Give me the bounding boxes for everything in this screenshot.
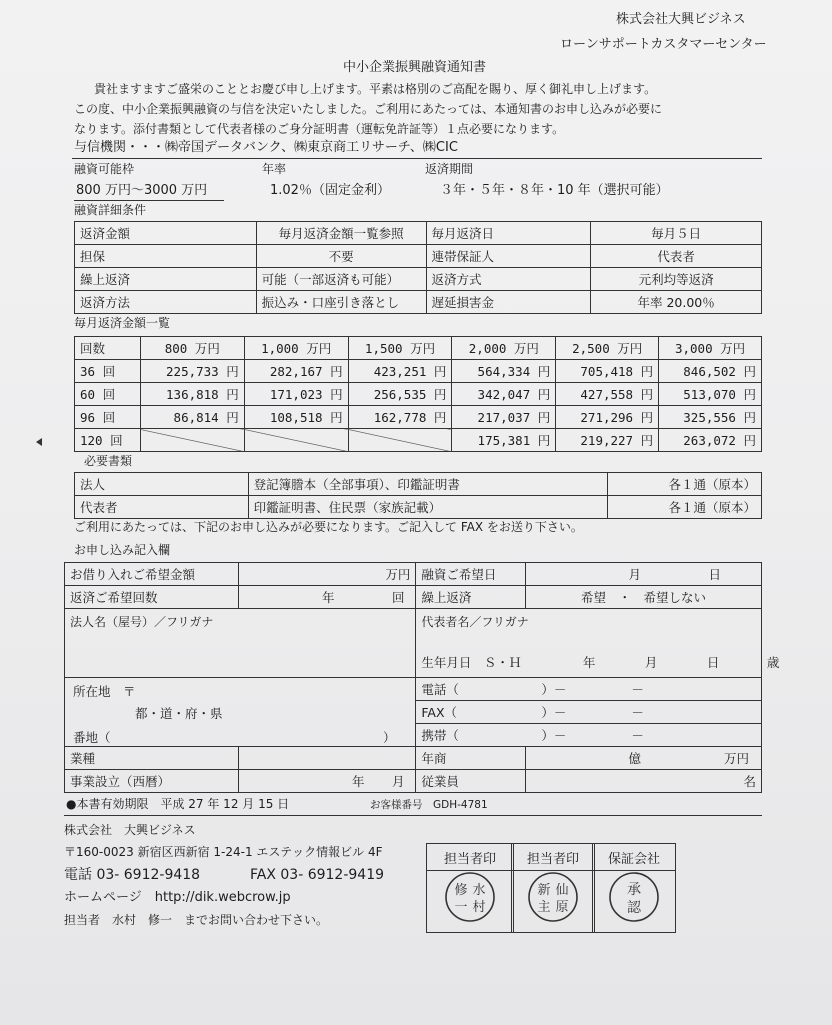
seal-char: 仙: [555, 882, 569, 898]
table-row: [75, 222, 762, 245]
documents-copies: 各１通（原本）: [608, 496, 762, 519]
payments-na-cell: [348, 429, 452, 452]
early-label: 繰上返済: [416, 586, 526, 609]
count-times: 回: [391, 590, 405, 605]
table-row: [65, 586, 762, 609]
documents-items: 印鑑証明書、住民票（家族記載）: [248, 496, 608, 519]
rate-label: 年率: [262, 162, 287, 176]
intro-line-2: この度、中小企業振興融資の与信を決定いたしました。ご利用にあたっては、本通知書のお申し込みが必要に: [74, 102, 663, 116]
seal-char: 主: [537, 899, 551, 915]
payments-amount: 225,733 円: [140, 360, 244, 383]
rate-value: 1.02％（固定金利）: [270, 183, 390, 198]
count-field[interactable]: [239, 586, 416, 609]
mobile-dash: －: [631, 728, 644, 743]
birth-month: 月: [644, 655, 658, 670]
early-options[interactable]: 希望 ・ 希望しない: [526, 586, 762, 609]
birth-year: 年: [582, 655, 596, 670]
condition-key: 返済方式: [426, 268, 591, 291]
documents-heading: 必要書類: [84, 454, 133, 468]
count-label: 返済ご希望回数: [65, 586, 239, 609]
limit-underline: [74, 200, 224, 201]
payments-amount: 564,334 円: [452, 360, 556, 383]
divider: [72, 158, 762, 159]
corp-name-field[interactable]: [65, 609, 416, 678]
divider: [64, 815, 762, 816]
count-year: 年: [321, 590, 335, 605]
payments-amount: 162,778 円: [348, 406, 452, 429]
stamp-label: 担当者印: [427, 844, 513, 871]
condition-value: 毎月５日: [591, 222, 762, 245]
seal-char: 認: [627, 899, 641, 916]
documents-table: [74, 472, 762, 519]
footer-company: 株式会社 大興ビジネス: [64, 823, 196, 837]
phone-dash: －: [631, 682, 644, 697]
payments-table: [74, 336, 762, 452]
table-row: [65, 609, 762, 678]
table-row: [75, 291, 762, 314]
payments-amount: 136,818 円: [140, 383, 244, 406]
payments-amount: 263,072 円: [659, 429, 762, 452]
payments-amount: 175,381 円: [452, 429, 556, 452]
date-field[interactable]: [526, 563, 762, 586]
payments-header-cell: 3,000 万円: [659, 337, 762, 360]
fax-dash: －: [631, 705, 644, 720]
founded-label: 事業設立（西暦）: [65, 770, 239, 793]
revenue-oku: 億: [628, 751, 642, 766]
seal-char: 村: [472, 899, 486, 915]
condition-value: 元利均等返済: [591, 268, 762, 291]
mobile-mid: ）－: [541, 728, 567, 743]
seal-char: 原: [555, 899, 569, 915]
fax-label: FAX（: [421, 705, 458, 720]
payments-amount: 219,227 円: [556, 429, 659, 452]
payments-count: 96 回: [75, 406, 141, 429]
table-row: [75, 496, 762, 519]
address-label: 所在地 〒: [73, 684, 136, 699]
payments-amount: 217,037 円: [452, 406, 556, 429]
table-row: [75, 429, 762, 452]
founded-month: 月: [391, 774, 405, 789]
footer-address: 〒160-0023 新宿区西新宿 1-24-1 エステック情報ビル 4F: [64, 845, 383, 859]
payments-amount: 423,251 円: [348, 360, 452, 383]
documents-note: ご利用にあたっては、下記のお申し込みが必要になります。ご記入して FAX をお送り下さい。: [74, 520, 583, 534]
footer-contact: 担当者 水村 修一 までお問い合わせ下さい。: [64, 913, 329, 927]
corp-name-label: 法人名（屋号）／フリガナ: [70, 615, 214, 629]
table-row: [75, 268, 762, 291]
payments-amount: 513,070 円: [659, 383, 762, 406]
condition-key: 連帯保証人: [426, 245, 591, 268]
condition-key: 毎月返済日: [426, 222, 591, 245]
approval-seal-icon: [607, 870, 661, 924]
condition-value: 可能（一部返済も可能）: [256, 268, 426, 291]
seal-char: 一: [454, 899, 468, 915]
rep-name-field[interactable]: [416, 609, 780, 678]
address-field[interactable]: [65, 678, 416, 747]
employees-label: 従業員: [416, 770, 526, 793]
mobile-label: 携帯（: [421, 728, 459, 743]
founded-field[interactable]: [239, 770, 416, 793]
term-label: 返済期間: [425, 162, 474, 176]
documents-items: 登記簿謄本（全部事項）、印鑑証明書: [248, 473, 608, 496]
payments-count: 60 回: [75, 383, 141, 406]
payments-header-cell: 2,000 万円: [452, 337, 556, 360]
term-value: ３年・５年・８年・10 年（選択可能）: [440, 183, 669, 198]
table-row: [75, 383, 762, 406]
rep-name-label: 代表者名／フリガナ: [421, 615, 529, 629]
date-month: 月: [628, 567, 642, 582]
condition-value: 振込み・口座引き落とし: [256, 291, 426, 314]
condition-value: 代表者: [591, 245, 762, 268]
revenue-field[interactable]: [526, 747, 762, 770]
birth-day: 日: [706, 655, 720, 670]
document-title: 中小企業振興融資通知書: [343, 60, 487, 75]
payments-amount: 171,023 円: [244, 383, 348, 406]
documents-party: 法人: [75, 473, 249, 496]
application-form: [64, 562, 780, 793]
date-day: 日: [708, 567, 722, 582]
founded-year: 年: [351, 774, 365, 789]
payments-amount: 256,535 円: [348, 383, 452, 406]
credit-agencies: 与信機関・・・㈱帝国データバンク、㈱東京商工リサーチ、㈱CIC: [74, 140, 458, 155]
application-heading: お申し込み記入欄: [74, 543, 171, 557]
lot-close: ）: [383, 730, 396, 745]
payments-header-cell: 1,000 万円: [244, 337, 348, 360]
amount-unit: 万円: [385, 567, 411, 582]
payments-amount: 342,047 円: [452, 383, 556, 406]
payments-amount: 427,558 円: [556, 383, 659, 406]
table-row: [65, 770, 762, 793]
payments-amount: 86,814 円: [140, 406, 244, 429]
limit-value: 800 万円～3000 万円: [76, 183, 208, 198]
business-label: 業種: [65, 747, 239, 770]
stamp-box-staff-2: [511, 843, 595, 933]
phone-mid: ）－: [541, 682, 567, 697]
payments-amount: 282,167 円: [244, 360, 348, 383]
revenue-label: 年商: [416, 747, 526, 770]
condition-value: 年率 20.00％: [591, 291, 762, 314]
condition-key: 担保: [75, 245, 257, 268]
payments-header-cell: 回数: [75, 337, 141, 360]
footer-fax: FAX 03- 6912-9419: [250, 867, 385, 883]
conditions-table: [74, 221, 762, 314]
table-row: [75, 245, 762, 268]
table-row: [65, 678, 762, 701]
payments-header-cell: 2,500 万円: [556, 337, 659, 360]
business-field[interactable]: [239, 747, 416, 770]
limit-label: 融資可能枠: [74, 162, 135, 176]
condition-value: 不要: [256, 245, 426, 268]
condition-key: 返済金額: [75, 222, 257, 245]
table-row: [65, 747, 762, 770]
conditions-heading: 融資詳細条件: [74, 203, 147, 217]
seal-char: 承: [627, 881, 641, 898]
payments-heading: 毎月返済金額一覧: [74, 316, 171, 330]
date-label: 融資ご希望日: [416, 563, 526, 586]
payments-amount: 325,556 円: [659, 406, 762, 429]
condition-key: 返済方法: [75, 291, 257, 314]
stamp-box-guarantor: [592, 843, 676, 933]
intro-line-1: 貴社ますますご盛栄のこととお慶び申し上げます。平素は格別のご高配を賜り、厚く御礼申し上げます。: [94, 82, 657, 96]
issuer-center: ローンサポートカスタマーセンター: [560, 37, 767, 52]
payments-count: 36 回: [75, 360, 141, 383]
staff-seal-icon: [526, 870, 580, 924]
payments-na-cell: [140, 429, 244, 452]
seal-char: 修: [454, 882, 468, 898]
prefecture-label: 都・道・府・県: [135, 706, 223, 721]
payments-header-cell: 800 万円: [140, 337, 244, 360]
mobile-field[interactable]: [416, 724, 762, 747]
phone-field[interactable]: [416, 678, 762, 701]
seal-char: 新: [537, 882, 551, 898]
lot-label: 番地（: [73, 730, 111, 745]
stamp-label: 保証会社: [593, 844, 675, 871]
payments-count: 120 回: [75, 429, 141, 452]
customer-number: お客様番号 GDH-4781: [370, 799, 488, 811]
revenue-man: 万円: [724, 751, 750, 766]
phone-label: 電話（: [421, 682, 459, 697]
payments-header-cell: 1,500 万円: [348, 337, 452, 360]
birth-label: 生年月日 Ｓ・Ｈ: [421, 655, 522, 670]
condition-value: 毎月返済金額一覧参照: [256, 222, 426, 245]
condition-key: 遅延損害金: [426, 291, 591, 314]
documents-party: 代表者: [75, 496, 249, 519]
footer-homepage[interactable]: ホームページ http://dik.webcrow.jp: [64, 890, 291, 905]
fax-mid: ）－: [541, 705, 567, 720]
seal-char: 水: [472, 882, 486, 898]
payments-na-cell: [244, 429, 348, 452]
employees-unit: 名: [743, 774, 756, 789]
birth-age: 歳: [766, 655, 780, 670]
payments-amount: 271,296 円: [556, 406, 659, 429]
fax-field[interactable]: [416, 701, 762, 724]
amount-field[interactable]: [239, 563, 416, 586]
issuer-company: 株式会社大興ビジネス: [616, 12, 746, 27]
birth-row: [421, 653, 779, 671]
footer-phone: 電話 03- 6912-9418: [64, 867, 201, 883]
table-row: [75, 473, 762, 496]
staff-seal-icon: [443, 870, 497, 924]
payments-amount: 846,502 円: [659, 360, 762, 383]
table-row: [75, 360, 762, 383]
payments-amount: 108,518 円: [244, 406, 348, 429]
table-row: [65, 563, 762, 586]
table-row: [75, 337, 762, 360]
table-row: [75, 406, 762, 429]
employees-field[interactable]: [526, 770, 762, 793]
amount-label: お借り入れご希望金額: [65, 563, 239, 586]
intro-line-3: なります。添付書類として代表者様のご身分証明書（運転免許証等）１点必要になります。: [74, 122, 565, 136]
payments-amount: 705,418 円: [556, 360, 659, 383]
margin-arrow-icon: [36, 438, 42, 446]
condition-key: 繰上返済: [75, 268, 257, 291]
documents-copies: 各１通（原本）: [608, 473, 762, 496]
stamp-label: 担当者印: [512, 844, 594, 871]
validity-date: ●本書有効期限 平成 27 年 12 月 15 日: [66, 797, 290, 811]
stamp-box-staff-1: [426, 843, 514, 933]
